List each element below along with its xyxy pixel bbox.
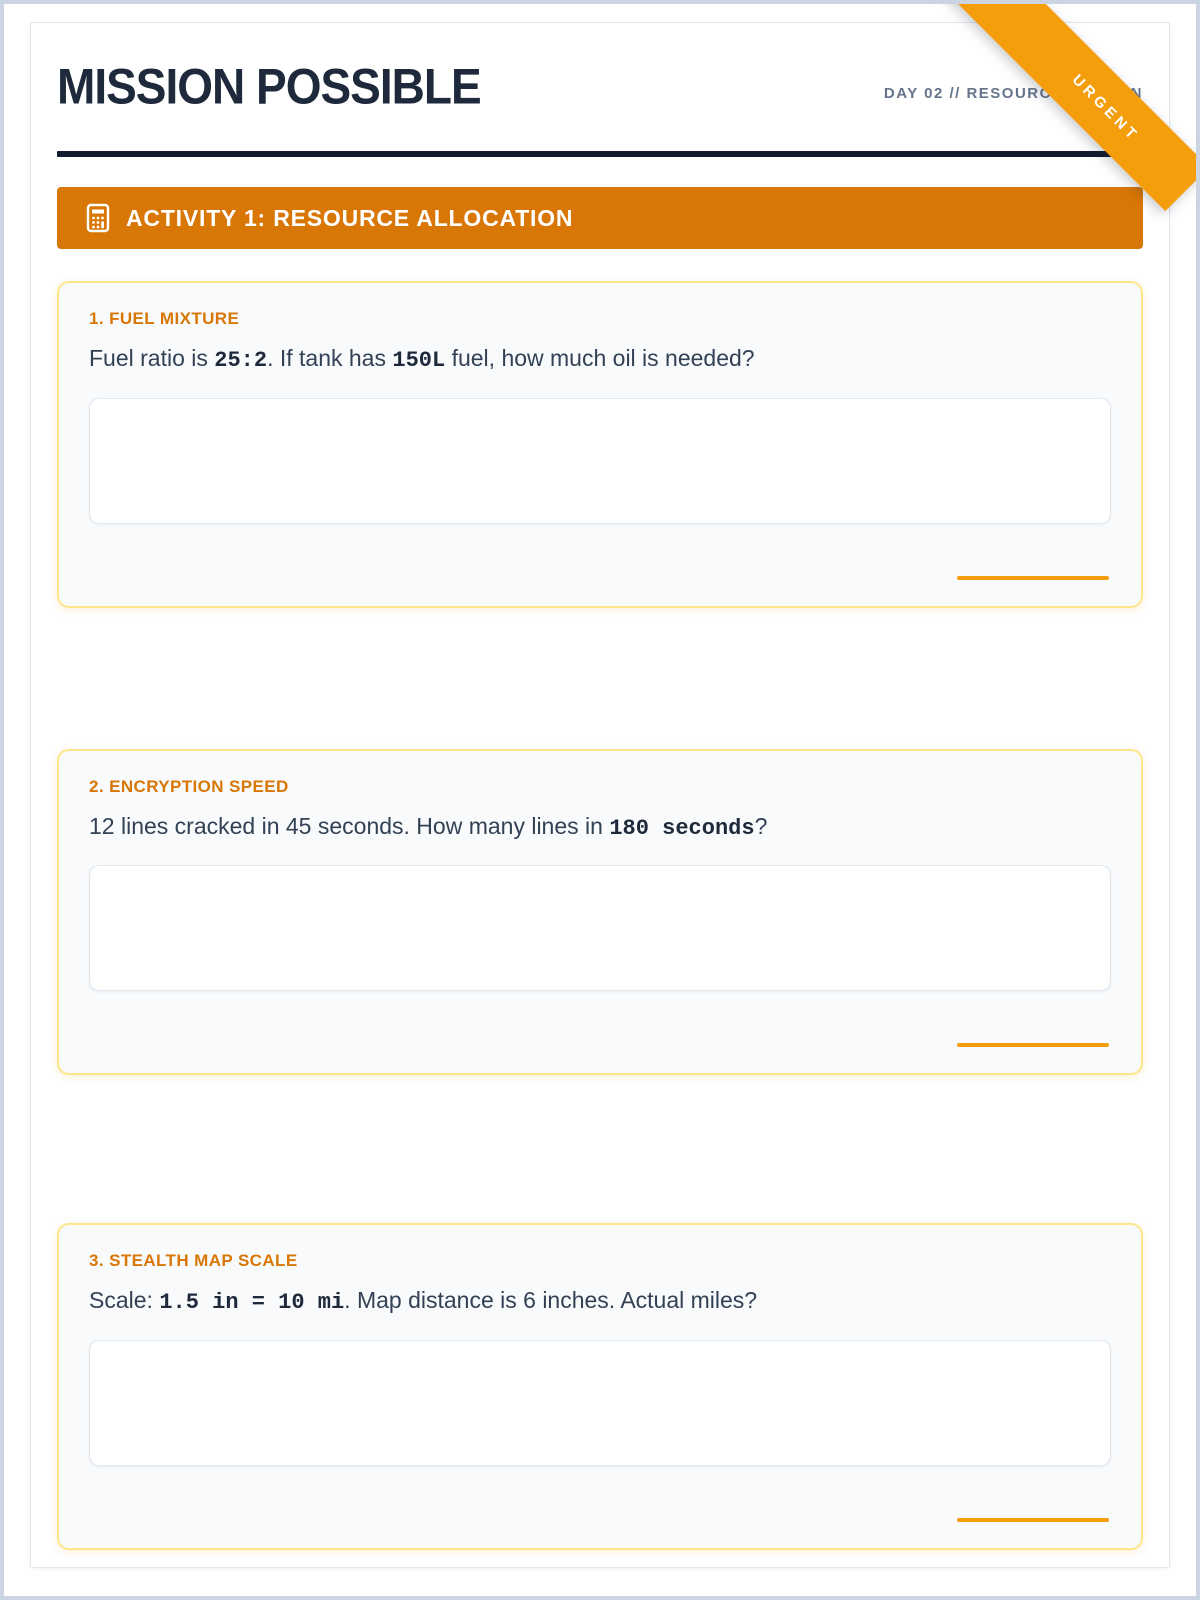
question-2-answer-box[interactable]	[89, 865, 1111, 991]
question-2-label: 2. ENCRYPTION SPEED	[89, 776, 289, 796]
question-card-1	[57, 281, 1143, 608]
page-title: MISSION POSSIBLE	[57, 57, 481, 115]
question-card-2	[57, 749, 1143, 1076]
question-1-answer-blank	[957, 576, 1109, 580]
question-3-text: Scale: 1.5 in = 10 mi. Map distance is 6 inches. Actual miles?	[89, 1287, 758, 1316]
question-2-text: 12 lines cracked in 45 seconds. How many lines in 180 seconds?	[89, 812, 768, 841]
question-3-label: 3. STEALTH MAP SCALE	[89, 1251, 298, 1271]
question-1-answer-box[interactable]	[89, 398, 1111, 524]
question-3-answer-box[interactable]	[89, 1340, 1111, 1466]
question-card-3	[57, 1223, 1143, 1550]
question-1-text: Fuel ratio is 25:2. If tank has 150L fuel, how much oil is needed?	[89, 345, 755, 373]
activity-title: ACTIVITY 1: RESOURCE ALLOCATION	[126, 204, 574, 231]
header-divider	[57, 151, 1143, 157]
urgent-ribbon-label: URGENT	[1068, 70, 1143, 145]
question-3-answer-blank	[957, 1518, 1109, 1522]
question-2-answer-blank	[957, 1043, 1109, 1047]
day-tag: DAY 02 // RESOURCE MISSION	[883, 84, 1143, 102]
header	[57, 59, 1143, 113]
question-1-label: 1. FUEL MIXTURE	[89, 309, 240, 328]
activity-header-bar	[57, 187, 1143, 249]
worksheet-page	[30, 22, 1170, 1568]
calculator-icon	[85, 203, 111, 233]
